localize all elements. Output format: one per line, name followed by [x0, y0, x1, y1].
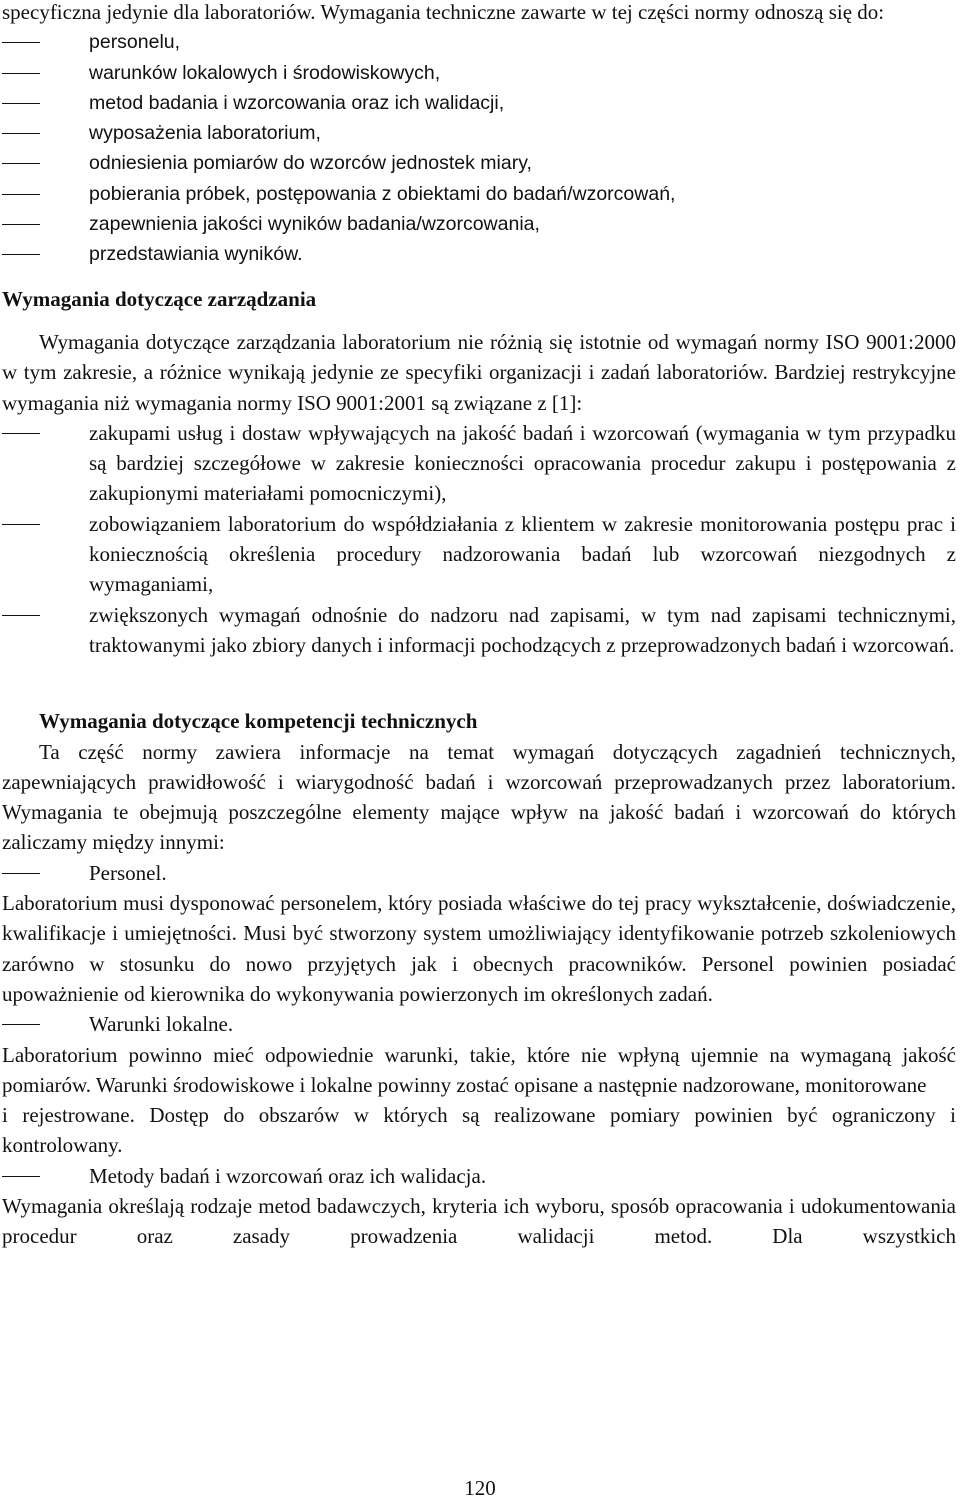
list-item: pobierania próbek, postępowania z obiektami do badań/wzorcowań,	[2, 179, 956, 209]
list-item: zapewnienia jakości wyników badania/wzorcowania,	[2, 209, 956, 239]
list-item-premises: Warunki lokalne.	[2, 1009, 956, 1039]
list-item: zakupami usług i dostaw wpływających na jakość badań i wzorcowań (wymagania w tym przypadku są bardziej szczegółowe w zakresie konieczności opracowania procedur zakupu i postępowania z zakupionymi materiałami pomocniczymi),	[2, 418, 956, 509]
management-paragraph: Wymagania dotyczące zarządzania laboratorium nie różnią się istotnie od wymagań normy ISO 9001:2000 w tym zakresie, a różnice wynikają jedynie ze specyfiki organizacji i zadań laboratoriów. Bardziej restrykcyjne wymagania niż wymagania normy ISO 9001:2001 są związane z [1]:	[2, 329, 956, 415]
management-list	[2, 418, 956, 660]
methods-paragraph: Wymagania określają rodzaje metod badawczych, kryteria ich wyboru, sposób opracowania i udokumentowania procedur oraz zasady prowadzenia walidacji metod. Dla wszystkich	[2, 1193, 956, 1249]
technical-heading: Wymagania dotyczące kompetencji technicznych	[39, 709, 478, 734]
personnel-paragraph: Laboratorium musi dysponować personelem, który posiada właściwe do tej pracy wykształcenie, doświadczenie, kwalifikacje i umiejętności. Musi być stworzony system umożliwiający identyfikowanie potrzeb szkoleniowych zarówno w stosunku do nowo przyjętych jak i obecnych pracowników. Personel powinien posiadać upoważnienie od kierownika do wykonywania powierzonych im określonych zadań.	[2, 891, 956, 1006]
list-item: przedstawiania wyników.	[2, 239, 956, 269]
list-item-personnel: Personel.	[2, 858, 956, 888]
list-item: wyposażenia laboratorium,	[2, 118, 956, 148]
document-page	[2, 0, 956, 1252]
page-number: 120	[464, 1476, 496, 1500]
list-item: odniesienia pomiarów do wzorców jednostek miary,	[2, 148, 956, 178]
list-item: zwiększonych wymagań odnośnie do nadzoru nad zapisami, w tym nad zapisami technicznymi, traktowanymi jako zbiory danych i informacji pochodzących z przeprowadzonych badań i wzorcowań.	[2, 600, 956, 661]
list-item: metod badania i wzorcowania oraz ich walidacji,	[2, 88, 956, 118]
list-item: personelu,	[2, 27, 956, 57]
personnel-item-list	[2, 858, 956, 888]
premises-item-list	[2, 1009, 956, 1039]
technical-paragraph: Ta część normy zawiera informacje na temat wymagań dotyczących zagadnień technicznych, zapewniających prawidłowość i wiarygodność badań i wzorcowań przeprowadzanych przez laboratorium. Wymagania te obejmują poszczególne elementy mające wpływ na jakość badań i wzorcowań do których zaliczamy między innymi:	[2, 739, 956, 855]
management-heading: Wymagania dotyczące zarządzania	[2, 286, 317, 311]
list-item: zobowiązaniem laboratorium do współdziałania z klientem w zakresie monitorowania postępu prac i koniecznością określenia procedury nadzorowania badań lub wzorcowań niezgodnych z wymaganiami,	[2, 509, 956, 600]
intro-paragraph: specyficzna jedynie dla laboratoriów. Wymagania techniczne zawarte w tej części normy odnoszą się do:	[2, 0, 885, 24]
intro-list	[2, 27, 956, 269]
methods-item-list	[2, 1161, 956, 1191]
list-item: warunków lokalowych i środowiskowych,	[2, 58, 956, 88]
premises-paragraph-a: Laboratorium powinno mieć odpowiednie warunki, takie, które nie wpłyną ujemnie na wymaganą jakość pomiarów. Warunki środowiskowe i lokalne powinny zostać opisane a następnie nadzorowane, monitorowane	[2, 1042, 956, 1097]
premises-paragraph-b: i rejestrowane. Dostęp do obszarów w których są realizowane pomiary powinien być ograniczony i kontrolowany.	[2, 1103, 956, 1158]
list-item-methods: Metody badań i wzorcowań oraz ich walidacja.	[2, 1161, 956, 1191]
